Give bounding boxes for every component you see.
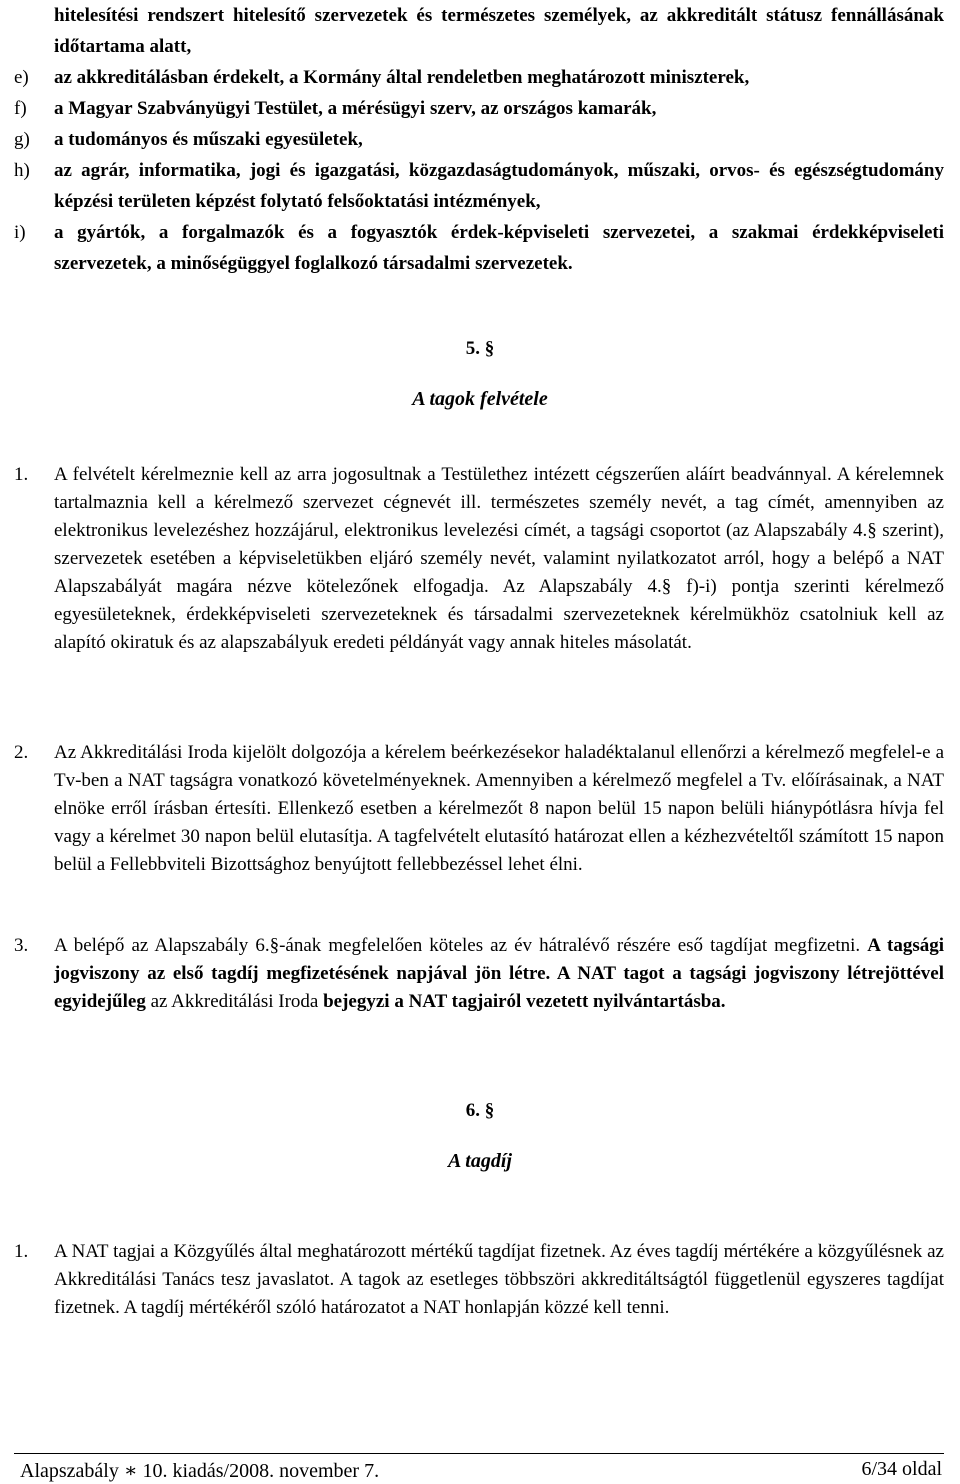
section-5-paragraph-1 (14, 461, 944, 657)
section-number: 6. § (465, 1100, 495, 1121)
list-item-label: e) (14, 67, 29, 88)
section-5-paragraph-3 (14, 932, 944, 1016)
list-item-e (14, 62, 944, 93)
list-item-label: h) (14, 160, 30, 181)
footer-edition: Alapszabály ∗ 10. kiadás/2008. november 7. (20, 1460, 380, 1482)
section-title: A tagdíj (448, 1150, 512, 1172)
list-item-i (14, 217, 944, 279)
paragraph-text: A felvételt kérelmeznie kell az arra jogosultnak a Testülethez intézett cégszerűen aláírt beadvánnyal. A kérelemnek tartalmaznia kell a kérelmező szervezet cégnevét ill. természetes személy nevét, a tag címét, amennyiben az elektronikus levelezéshez hozzájárul, elektronikus levelezési címét, a tagsági csoportot (az Alapszabály 4.§ szerint), szervezetek esetében a képviseletükben eljáró személy nevét, valamint nyilatkozatot arról, hogy a belépő a NAT Alapszabályát magára nézve kötelezőnek elfogadja. Az Alapszabály 4.§ f)-i) pontja szerinti kérelmező egyesületeknek, érdekképviseleti szervezeteknek és társadalmi szervezeteknek kérelmükhöz csatolniuk kell az alapító okiratuk és az alapszabályuk eredeti példányát vagy annak hiteles másolatát. (54, 464, 944, 653)
paragraph-segment-bold: bejegyzi a NAT tagjairól vezetett nyilvántartásba. (323, 991, 726, 1012)
list-item-f (14, 93, 944, 124)
footer-page-number: 6/34 oldal (861, 1458, 942, 1480)
section-title: A tagok felvétele (412, 388, 548, 410)
paragraph-segment: A belépő az Alapszabály 6.§-ának megfelelően köteles az év hátralévő részére eső tagdíjat megfizetni. (54, 935, 868, 956)
member-list (14, 0, 944, 279)
list-item-label: f) (14, 98, 27, 119)
section-number: 5. § (465, 338, 495, 359)
paragraph-segment-bold: A tagsági jogviszony az első tagdíj megfizetésének napjával jön létre. A NAT tagot a tagsági jogviszony létrejöttével egyidejűleg (54, 935, 944, 1012)
list-item-g (14, 124, 944, 155)
paragraph-text (14, 932, 944, 1016)
list-continuation: hitelesítési rendszert hitelesítő szervezetek és természetes személyek, az akkreditált státusz fennállásának időtartama alatt, (54, 5, 944, 57)
list-item-text: a Magyar Szabványügyi Testület, a mérésügyi szerv, az országos kamarák, (54, 98, 657, 119)
list-item-text: a gyártók, a forgalmazók és a fogyasztók érdek-képviseleti szervezetei, a szakmai érdekképviseleti szervezetek, a minőségüggyel foglalkozó társadalmi szervezetek. (54, 222, 944, 274)
paragraph-text: Az Akkreditálási Iroda kijelölt dolgozója a kérelem beérkezésekor haladéktalanul ellenőrzi a kérelmező megfelel-e a Tv-ben a NAT tagságra vonatkozó követelményeknek. Amennyiben a kérelmező megfelel a Tv. előírásainak, a NAT elnöke erről írásban értesíti. Ellenkező esetben a kérelmezőt 8 napon belül 15 napon belüli hiánypótlásra hívja fel vagy a kérelmet 30 napon belül elutasítja. A tagfelvételt elutasító határozat ellen a kézhezvételtől számított 15 napon belül a Fellebbviteli Bizottsághoz benyújtott fellebbezéssel lehet élni. (54, 742, 944, 875)
paragraph-number: 3. (14, 935, 29, 956)
section-6-heading (0, 1100, 960, 1173)
list-item-text: a tudományos és műszaki egyesületek, (54, 129, 363, 150)
list-item-text: az akkreditálásban érdekelt, a Kormány által rendeletben meghatározott miniszterek, (54, 67, 750, 88)
paragraph-segment: az Akkreditálási Iroda (145, 991, 324, 1012)
list-item-h (14, 155, 944, 217)
paragraph-number: 1. (14, 464, 29, 485)
paragraph-number: 2. (14, 742, 29, 763)
footer-divider (14, 1453, 944, 1454)
paragraph-number: 1. (14, 1241, 29, 1262)
list-item-label: i) (14, 222, 26, 243)
list-item-label: g) (14, 129, 30, 150)
section-5-heading (0, 338, 960, 411)
section-6-paragraph-1 (14, 1238, 944, 1322)
list-item-text: az agrár, informatika, jogi és igazgatási, közgazdaságtudományok, műszaki, orvos- és egészségtudomány képzési területen képzést folytató felsőoktatási intézmények, (54, 160, 944, 212)
section-5-paragraph-2 (14, 739, 944, 879)
paragraph-text: A NAT tagjai a Közgyűlés által meghatározott mértékű tagdíjat fizetnek. Az éves tagdíj mértékére a közgyűlésnek az Akkreditálási Tanács tesz javaslatot. A tagok az esetleges többszöri akkreditáltságtól függetlenül egyszeres tagdíjat fizetnek. A tagdíj mértékéről szóló határozatot a NAT honlapján közzé kell tenni. (54, 1241, 944, 1318)
